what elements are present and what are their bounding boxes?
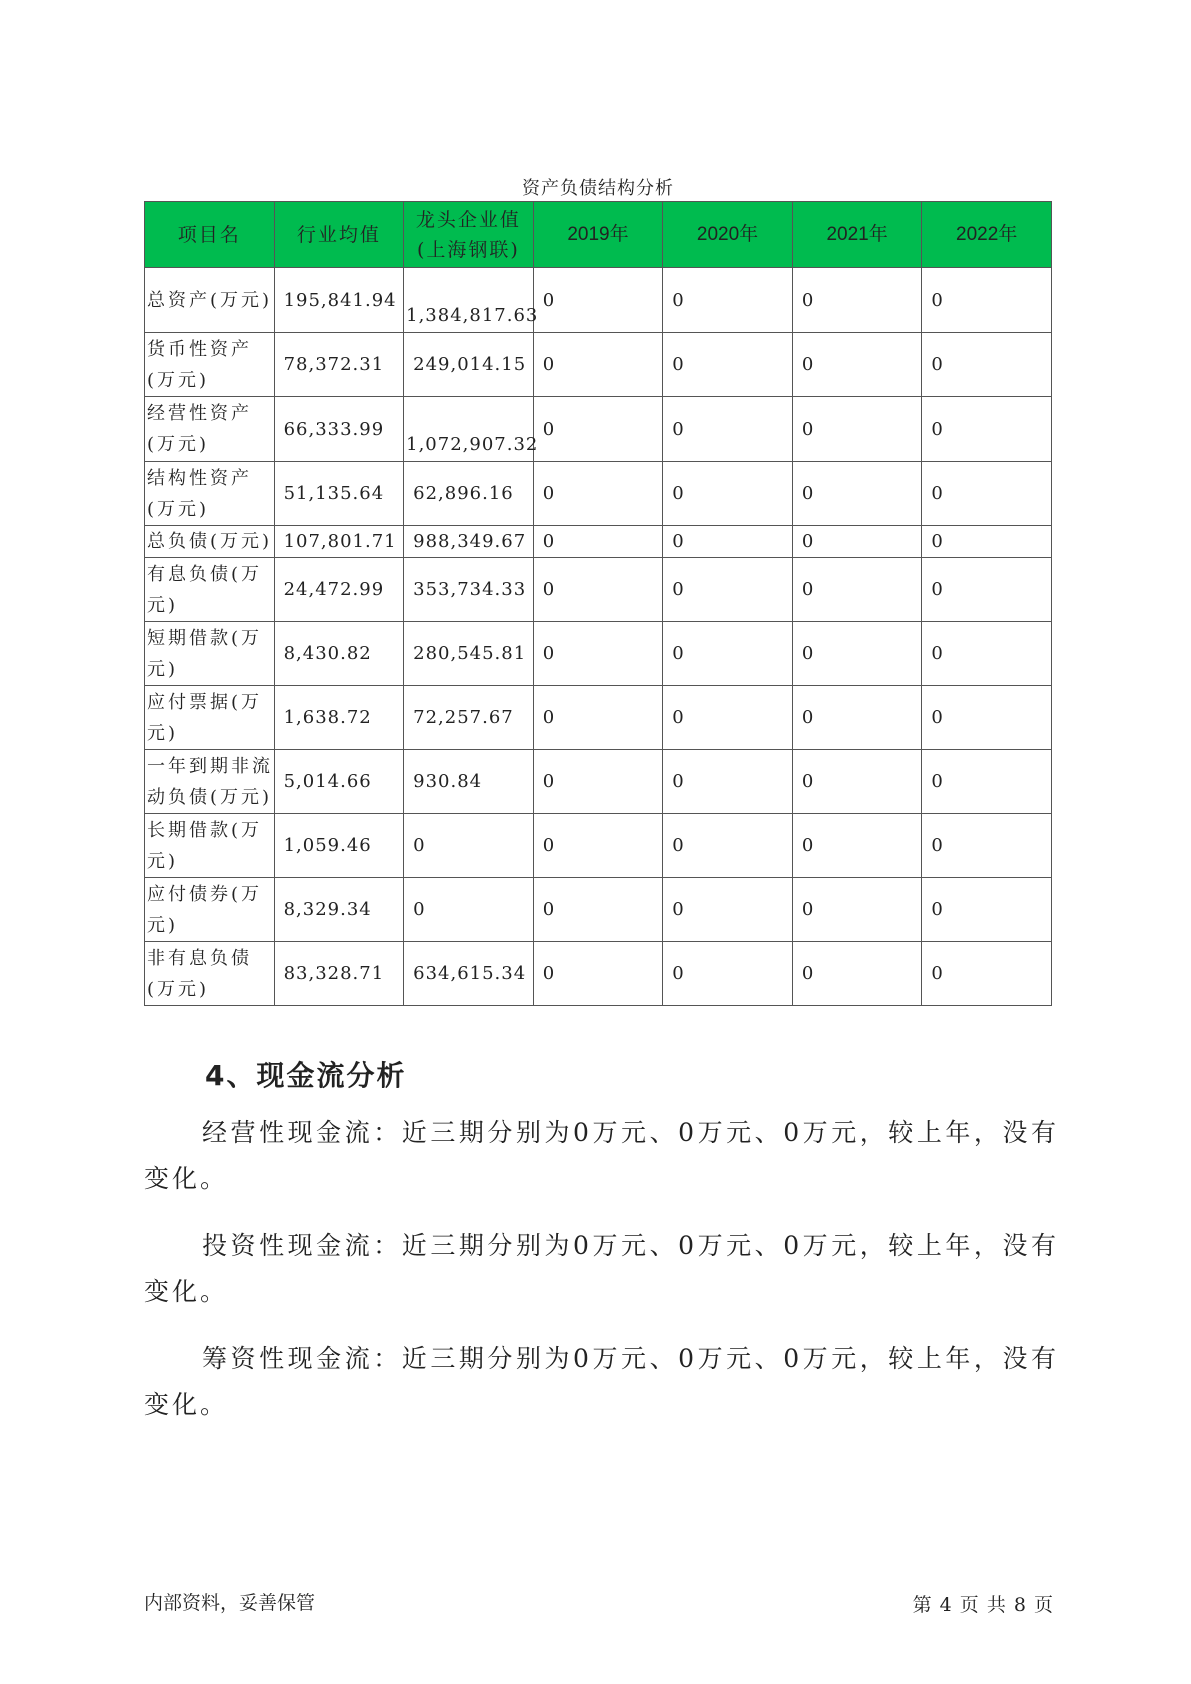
row-industry-average: 78,372.31 [274, 333, 404, 397]
row-industry-average: 107,801.71 [274, 526, 404, 558]
header-2020: 2020年 [663, 202, 793, 268]
row-2021: 0 [792, 622, 922, 686]
row-name: 应付债券(万元) [145, 878, 275, 942]
row-2020: 0 [663, 622, 793, 686]
header-item-name: 项目名 [145, 202, 275, 268]
row-leader-value: 930.84 [404, 750, 534, 814]
row-2019: 0 [533, 878, 663, 942]
row-2020: 0 [663, 333, 793, 397]
row-industry-average: 51,135.64 [274, 462, 404, 526]
row-leader-value: 280,545.81 [404, 622, 534, 686]
row-leader-value: 62,896.16 [404, 462, 534, 526]
row-2022: 0 [922, 333, 1052, 397]
row-leader-value: 634,615.34 [404, 942, 534, 1006]
row-leader-value: 353,734.33 [404, 558, 534, 622]
row-2019: 0 [533, 397, 663, 462]
row-leader-value: 988,349.67 [404, 526, 534, 558]
table-row [145, 878, 1052, 942]
footer-page-number: 第 4 页 共 8 页 [912, 1594, 1054, 1616]
row-industry-average: 1,059.46 [274, 814, 404, 878]
row-2020: 0 [663, 814, 793, 878]
row-2020: 0 [663, 526, 793, 558]
header-industry-average: 行业均值 [274, 202, 404, 268]
table-row [145, 526, 1052, 558]
row-2022: 0 [922, 268, 1052, 333]
row-2019: 0 [533, 526, 663, 558]
row-name: 有息负债(万元) [145, 558, 275, 622]
row-2021: 0 [792, 333, 922, 397]
row-industry-average: 195,841.94 [274, 268, 404, 333]
row-2022: 0 [922, 558, 1052, 622]
row-2019: 0 [533, 558, 663, 622]
row-name: 长期借款(万元) [145, 814, 275, 878]
row-leader-value: 0 [404, 878, 534, 942]
row-leader-value: 1,384,817.63 [404, 268, 534, 333]
table-row [145, 686, 1052, 750]
paragraph-operating-cash-flow: 经营性现金流：近三期分别为0万元、0万元、0万元，较上年，没有变化。 [144, 1118, 1059, 1193]
table-caption: 资产负债结构分析 [522, 178, 674, 199]
table-row [145, 814, 1052, 878]
table-row [145, 397, 1052, 462]
row-2022: 0 [922, 397, 1052, 462]
row-2019: 0 [533, 622, 663, 686]
row-2021: 0 [792, 750, 922, 814]
row-name: 经营性资产(万元) [145, 397, 275, 462]
row-2020: 0 [663, 878, 793, 942]
table-row [145, 462, 1052, 526]
row-name: 短期借款(万元) [145, 622, 275, 686]
row-2021: 0 [792, 397, 922, 462]
row-name: 总负债(万元) [145, 526, 275, 558]
row-leader-value: 0 [404, 814, 534, 878]
row-name: 应付票据(万元) [145, 686, 275, 750]
row-2020: 0 [663, 558, 793, 622]
row-2022: 0 [922, 942, 1052, 1006]
row-2022: 0 [922, 750, 1052, 814]
balance-sheet-table [144, 201, 1052, 1006]
section-heading-cash-flow: 4、现金流分析 [205, 1059, 407, 1092]
row-name: 一年到期非流动负债(万元) [145, 750, 275, 814]
row-leader-value: 249,014.15 [404, 333, 534, 397]
table-header-row [145, 202, 1052, 268]
row-2022: 0 [922, 814, 1052, 878]
row-2019: 0 [533, 462, 663, 526]
row-2022: 0 [922, 878, 1052, 942]
row-2021: 0 [792, 558, 922, 622]
row-2019: 0 [533, 750, 663, 814]
row-2019: 0 [533, 942, 663, 1006]
row-2022: 0 [922, 622, 1052, 686]
row-2021: 0 [792, 878, 922, 942]
row-industry-average: 1,638.72 [274, 686, 404, 750]
paragraph-financing-cash-flow: 筹资性现金流：近三期分别为0万元、0万元、0万元，较上年，没有变化。 [144, 1344, 1059, 1419]
row-2020: 0 [663, 462, 793, 526]
row-2021: 0 [792, 814, 922, 878]
header-2021: 2021年 [792, 202, 922, 268]
row-2021: 0 [792, 462, 922, 526]
row-2019: 0 [533, 268, 663, 333]
header-leader-value: 龙头企业值(上海钢联) [404, 202, 534, 268]
row-2020: 0 [663, 750, 793, 814]
row-2020: 0 [663, 268, 793, 333]
row-2021: 0 [792, 526, 922, 558]
row-2019: 0 [533, 333, 663, 397]
row-2019: 0 [533, 686, 663, 750]
footer-confidential-note: 内部资料，妥善保管 [144, 1592, 316, 1614]
row-industry-average: 8,329.34 [274, 878, 404, 942]
table-row [145, 622, 1052, 686]
table-row [145, 268, 1052, 333]
row-name: 结构性资产(万元) [145, 462, 275, 526]
table-row [145, 942, 1052, 1006]
row-name: 货币性资产(万元) [145, 333, 275, 397]
paragraph-investing-cash-flow: 投资性现金流：近三期分别为0万元、0万元、0万元，较上年，没有变化。 [144, 1231, 1059, 1306]
row-name: 总资产(万元) [145, 268, 275, 333]
row-industry-average: 8,430.82 [274, 622, 404, 686]
header-2019: 2019年 [533, 202, 663, 268]
row-2020: 0 [663, 397, 793, 462]
table-row [145, 750, 1052, 814]
row-industry-average: 5,014.66 [274, 750, 404, 814]
header-2022: 2022年 [922, 202, 1052, 268]
row-leader-value: 72,257.67 [404, 686, 534, 750]
row-2021: 0 [792, 268, 922, 333]
row-2021: 0 [792, 686, 922, 750]
row-2019: 0 [533, 814, 663, 878]
table-row [145, 558, 1052, 622]
row-2022: 0 [922, 526, 1052, 558]
row-2022: 0 [922, 462, 1052, 526]
row-2020: 0 [663, 686, 793, 750]
row-leader-value: 1,072,907.32 [404, 397, 534, 462]
row-name: 非有息负债(万元) [145, 942, 275, 1006]
row-industry-average: 83,328.71 [274, 942, 404, 1006]
row-2021: 0 [792, 942, 922, 1006]
row-2022: 0 [922, 686, 1052, 750]
row-industry-average: 66,333.99 [274, 397, 404, 462]
row-2020: 0 [663, 942, 793, 1006]
row-industry-average: 24,472.99 [274, 558, 404, 622]
table-row [145, 333, 1052, 397]
